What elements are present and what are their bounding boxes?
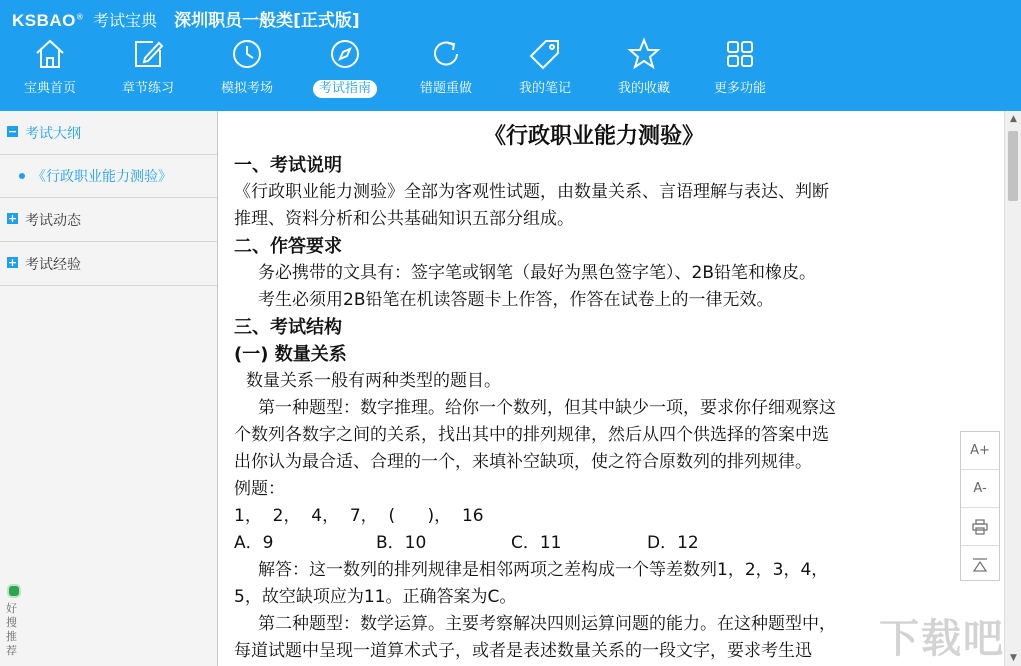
compass-icon — [328, 37, 362, 71]
scroll-down-icon[interactable]: ▼ — [1010, 653, 1017, 663]
floating-toolbar — [960, 431, 1000, 581]
sidebar-item-label: 考试动态 — [25, 213, 81, 229]
star-icon — [627, 37, 661, 71]
font-increase-button[interactable]: A+ — [961, 432, 999, 470]
nav-favorites[interactable] — [596, 34, 692, 106]
example-label: 例题： — [234, 479, 285, 499]
watermark: 下载吧 — [879, 616, 1005, 662]
logo-text: KSBAO — [12, 11, 76, 30]
tag-icon — [528, 37, 562, 71]
status-dot-icon — [7, 584, 21, 598]
option-c: C．11 — [511, 533, 562, 553]
paragraph: 《行政职业能力测验》全部为客观性试题，由数量关系、言语理解与表达、判断 — [234, 182, 829, 202]
logo-sub: 考试宝典 — [93, 11, 158, 30]
edit-icon — [131, 37, 165, 71]
refresh-icon — [429, 37, 463, 71]
back-to-top-button[interactable] — [961, 546, 999, 583]
nav-label: 考试指南 — [313, 80, 377, 98]
collapse-icon[interactable]: − — [7, 125, 18, 138]
nav-notes[interactable] — [497, 34, 593, 106]
paragraph: 第二种题型：数学运算。主要考察解决四则运算问题的能力。在这种题型中， — [258, 614, 836, 634]
sidebar-item-label: 考试大纲 — [25, 126, 81, 142]
section-heading: 一、考试说明 — [234, 155, 342, 176]
paragraph: 5，故空缺项应为11。正确答案为C。 — [234, 587, 517, 607]
paragraph: 解答：这一数列的排列规律是相邻两项之差构成一个等差数列1，2，3，4， — [258, 560, 829, 580]
paragraph: 考生必须用2B铅笔在机读答题卡上作答，作答在试卷上的一律无效。 — [258, 290, 774, 310]
nav-label: 错题重做 — [419, 81, 472, 96]
nav-chapter[interactable] — [100, 34, 196, 106]
option-b: B．10 — [376, 533, 427, 553]
example-options — [234, 530, 954, 557]
content-pane — [218, 111, 1004, 666]
logo-mark: ® — [75, 12, 84, 22]
grid-icon — [723, 37, 757, 71]
sidebar-item-label: 考试经验 — [25, 257, 81, 273]
nav-label: 宝典首页 — [23, 81, 76, 96]
sidebar-subitem-label: 《行政职业能力测验》 — [32, 169, 172, 185]
sidebar-item-news[interactable] — [0, 198, 217, 242]
print-button[interactable] — [961, 508, 999, 546]
sidebar-item-experience[interactable] — [0, 242, 217, 286]
section-heading: 二、作答要求 — [234, 236, 342, 257]
nav-label: 模拟考场 — [220, 81, 273, 96]
sidebar-subitem-xingce[interactable] — [0, 155, 217, 198]
expand-icon[interactable]: + — [7, 212, 18, 225]
nav-label: 我的笔记 — [518, 81, 571, 96]
paragraph: 出你认为最合适、合理的一个，来填补空缺项，使之符合原数列的排列规律。 — [234, 452, 812, 472]
paragraph: 务必携带的文具有：签字笔或钢笔（最好为黑色签字笔）、2B铅笔和橡皮。 — [258, 263, 816, 283]
nav-mock-exam[interactable] — [199, 34, 295, 106]
top-banner — [0, 0, 1021, 111]
nav-home[interactable] — [2, 34, 98, 106]
vertical-scrollbar[interactable] — [1004, 111, 1021, 666]
option-d: D．12 — [647, 533, 699, 553]
scroll-up-icon[interactable]: ▲ — [1010, 114, 1017, 124]
recommend-widget[interactable] — [1, 578, 23, 666]
font-decrease-button[interactable]: A- — [961, 470, 999, 508]
recommend-label: 好搜推荐 — [6, 602, 17, 657]
sidebar-item-syllabus[interactable] — [0, 111, 217, 155]
nav-redo-wrong[interactable] — [398, 34, 494, 106]
app-title: 深圳职员一般类[正式版] — [174, 11, 360, 31]
nav-label: 我的收藏 — [617, 81, 670, 96]
example-sequence: 1， 2， 4， 7， ( )， 16 — [234, 506, 484, 526]
paragraph: 推理、资料分析和公共基础知识五部分组成。 — [234, 209, 574, 229]
subsection-heading: (一) 数量关系 — [234, 344, 347, 365]
paragraph: 每道试题中呈现一道算术式子，或者是表述数量关系的一段文字，要求考生迅 — [234, 641, 812, 661]
doc-title: 《行政职业能力测验》 — [483, 124, 704, 149]
document — [234, 111, 954, 665]
home-icon — [33, 37, 67, 71]
top-icon — [972, 557, 988, 573]
expand-icon[interactable]: + — [7, 256, 18, 269]
sidebar — [0, 111, 218, 666]
nav-label: 章节练习 — [121, 81, 174, 96]
paragraph: 数量关系一般有两种类型的题目。 — [246, 371, 501, 391]
nav-exam-guide[interactable] — [297, 34, 393, 106]
option-a: A．9 — [234, 533, 274, 553]
paragraph: 第一种题型：数字推理。给你一个数列，但其中缺少一项，要求你仔细观察这 — [258, 398, 836, 418]
nav-label: 更多功能 — [713, 81, 766, 96]
print-icon — [972, 519, 988, 535]
nav-more[interactable] — [692, 34, 788, 106]
clock-icon — [230, 37, 264, 71]
paragraph: 个数列各数字之间的关系，找出其中的排列规律，然后从四个供选择的答案中选 — [234, 425, 829, 445]
scroll-thumb[interactable] — [1008, 131, 1018, 201]
section-heading: 三、考试结构 — [234, 317, 342, 338]
brand — [12, 6, 360, 31]
bullet-icon — [19, 173, 25, 179]
main-nav — [0, 34, 800, 106]
